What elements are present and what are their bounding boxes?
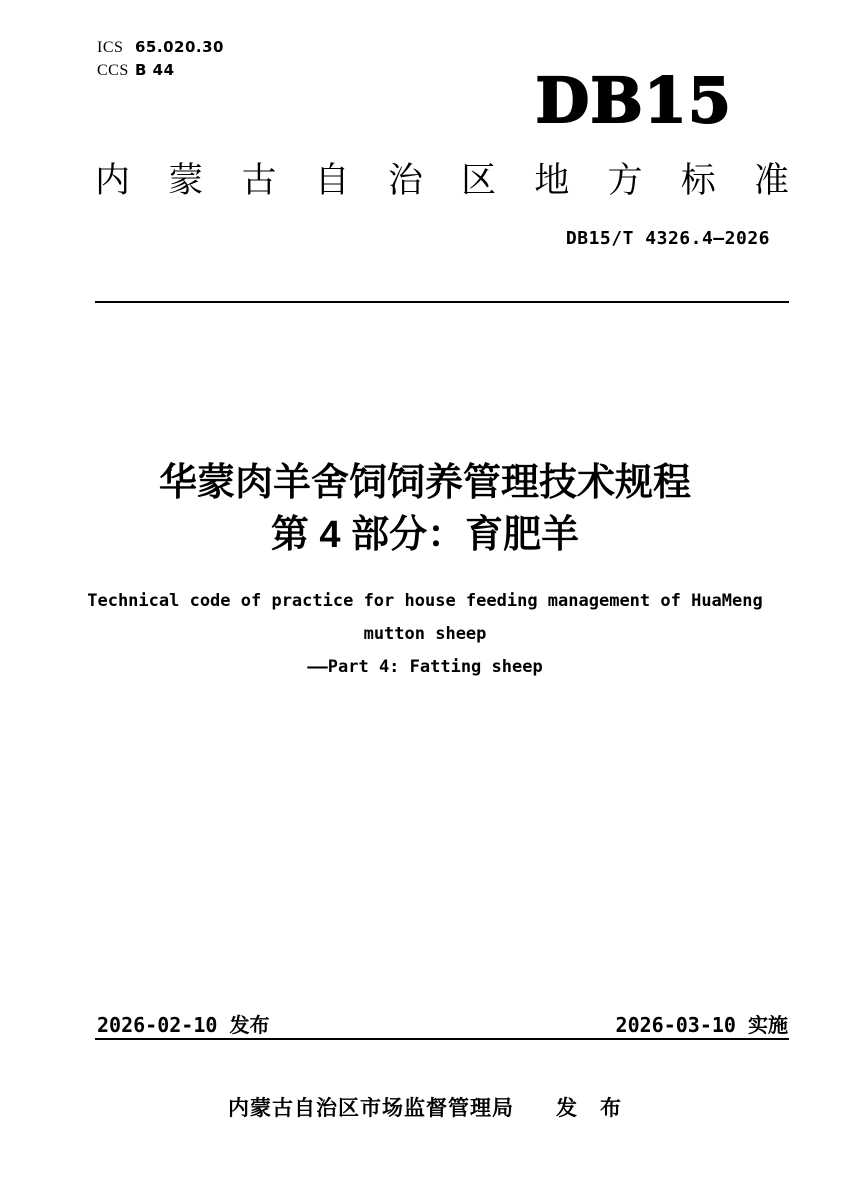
top-divider bbox=[95, 301, 789, 303]
ccs-value: B 44 bbox=[135, 61, 175, 79]
standard-number: DB15/T 4326.4—2026 bbox=[565, 228, 770, 249]
classification-codes bbox=[97, 38, 224, 84]
ccs-code bbox=[97, 61, 224, 84]
dates-row bbox=[97, 1009, 788, 1038]
ics-code bbox=[97, 38, 224, 61]
title-english-line3: ——Part 4: Fatting sheep bbox=[307, 657, 543, 677]
title-chinese-line1: 华蒙肉羊舍饲饲养管理技术规程 bbox=[158, 462, 691, 504]
publisher-name: 内蒙古自治区市场监督管理局 bbox=[228, 1097, 514, 1120]
title-english bbox=[0, 585, 850, 684]
ics-value: 65.020.30 bbox=[135, 38, 224, 56]
publish-label: 发 布 bbox=[556, 1097, 622, 1120]
title-chinese-line2: 第 4 部分：育肥羊 bbox=[270, 514, 580, 556]
implementation-date: 2026-03-10 实施 bbox=[615, 1013, 788, 1037]
bottom-divider bbox=[95, 1038, 789, 1040]
title-english-line2: mutton sheep bbox=[363, 624, 487, 644]
publisher-line bbox=[0, 1092, 850, 1122]
issue-date: 2026-02-10 发布 bbox=[97, 1013, 270, 1037]
standard-name: 内蒙古自治区地方标准 bbox=[95, 161, 789, 200]
db15-logo: DB15 bbox=[535, 64, 732, 137]
ics-label: ICS bbox=[97, 39, 124, 56]
ccs-label: CCS bbox=[97, 62, 129, 79]
title-english-line1: Technical code of practice for house feeding management of HuaMeng bbox=[87, 591, 763, 611]
